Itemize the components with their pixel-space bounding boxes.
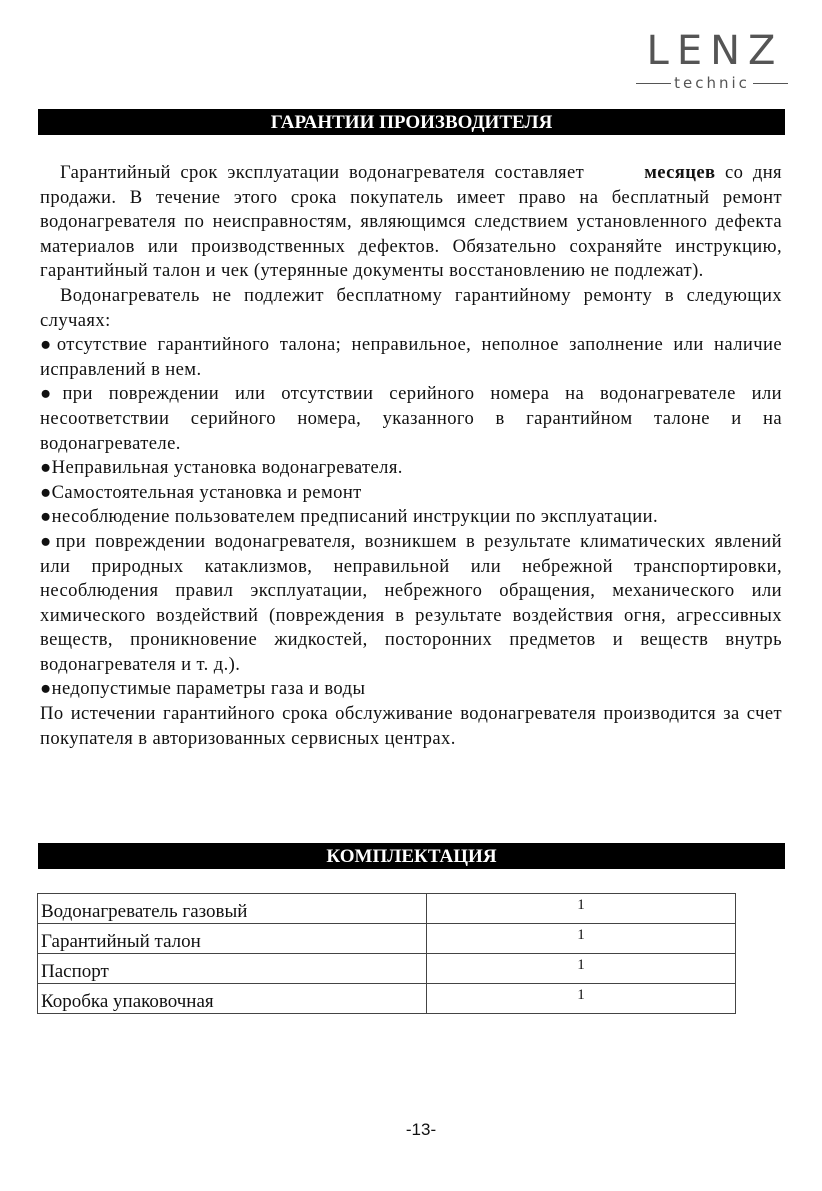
page-number: -13- (405, 1120, 437, 1139)
warranty-intro-start: Гарантийный срок эксплуатации водонагревателя составляет (60, 162, 585, 183)
kit-item-qty: 1 (427, 984, 736, 1014)
warranty-intro-end: со дня продажи. В течение этого срока покупатель имеет право на бесплатный ремонт водонагревателя по неисправностям, являющимся следствием установленного дефекта материалов или производственных дефектов. Обязательно сохраняйте инструкцию, гарантийный талон и чек (утерянные документы восстановлению не подлежат). (40, 162, 782, 282)
exclusion-item: ●несоблюдение пользователем предписаний инструкции по эксплуатации. (40, 506, 659, 528)
kit-item-qty: 1 (427, 924, 736, 954)
warranty-months: месяцев (644, 162, 716, 183)
logo-sub (636, 75, 788, 91)
exclusion-item: ●при повреждении или отсутствии серийного номера на водонагревателе или несоответствии серийного номера, указанного в гарантийном талоне и на водонагревателе. (40, 383, 782, 454)
exclusion-item: ●Самостоятельная установка и ремонт (40, 481, 362, 503)
kit-item-name: Паспорт (38, 954, 427, 984)
kit-item-qty: 1 (427, 894, 736, 924)
table-row (38, 894, 736, 924)
warranty-closing: По истечении гарантийного срока обслуживание водонагревателя производится за счет покупателя в авторизованных сервисных центрах. (40, 703, 782, 749)
logo-sub-text: technic (674, 74, 750, 92)
kit-title: КОМПЛЕКТАЦИЯ (38, 843, 785, 869)
logo-dash-right (753, 83, 788, 84)
exclusion-item: ●отсутствие гарантийного талона; неправильное, неполное заполнение или наличие исправлений в нем. (40, 334, 782, 380)
kit-item-name: Водонагреватель газовый (38, 894, 427, 924)
kit-item-name: Коробка упаковочная (38, 984, 427, 1014)
exclusion-item: ●при повреждении водонагревателя, возникшем в результате климатических явлений или природных катаклизмов, неправильной или небрежной транспортировки, несоблюдения правил эксплуатации, небрежного обращения, механического или химического воздействий (повреждения в результате воздействия огня, агрессивных веществ, проникновение жидкостей, посторонних предметов и веществ внутрь водонагревателя и т. д.). (40, 530, 782, 675)
lenz-logo (636, 30, 788, 92)
table-row (38, 954, 736, 984)
table-row (38, 924, 736, 954)
warranty-title: ГАРАНТИИ ПРОИЗВОДИТЕЛЯ (38, 109, 785, 135)
kit-item-name: Гарантийный талон (38, 924, 427, 954)
warranty-intro (40, 161, 782, 284)
exclusions-intro: Водонагреватель не подлежит бесплатному гарантийному ремонту в следующих случаях: (40, 284, 782, 331)
kit-item-qty: 1 (427, 954, 736, 984)
exclusion-item: ●Неправильная установка водонагревателя. (40, 457, 403, 479)
exclusion-item: ●недопустимые параметры газа и воды (40, 678, 366, 700)
warranty-text (40, 161, 782, 751)
kit-table (37, 893, 736, 1014)
logo-brand: LENZ (646, 28, 784, 74)
logo-dash-left (636, 83, 671, 84)
table-row (38, 984, 736, 1014)
